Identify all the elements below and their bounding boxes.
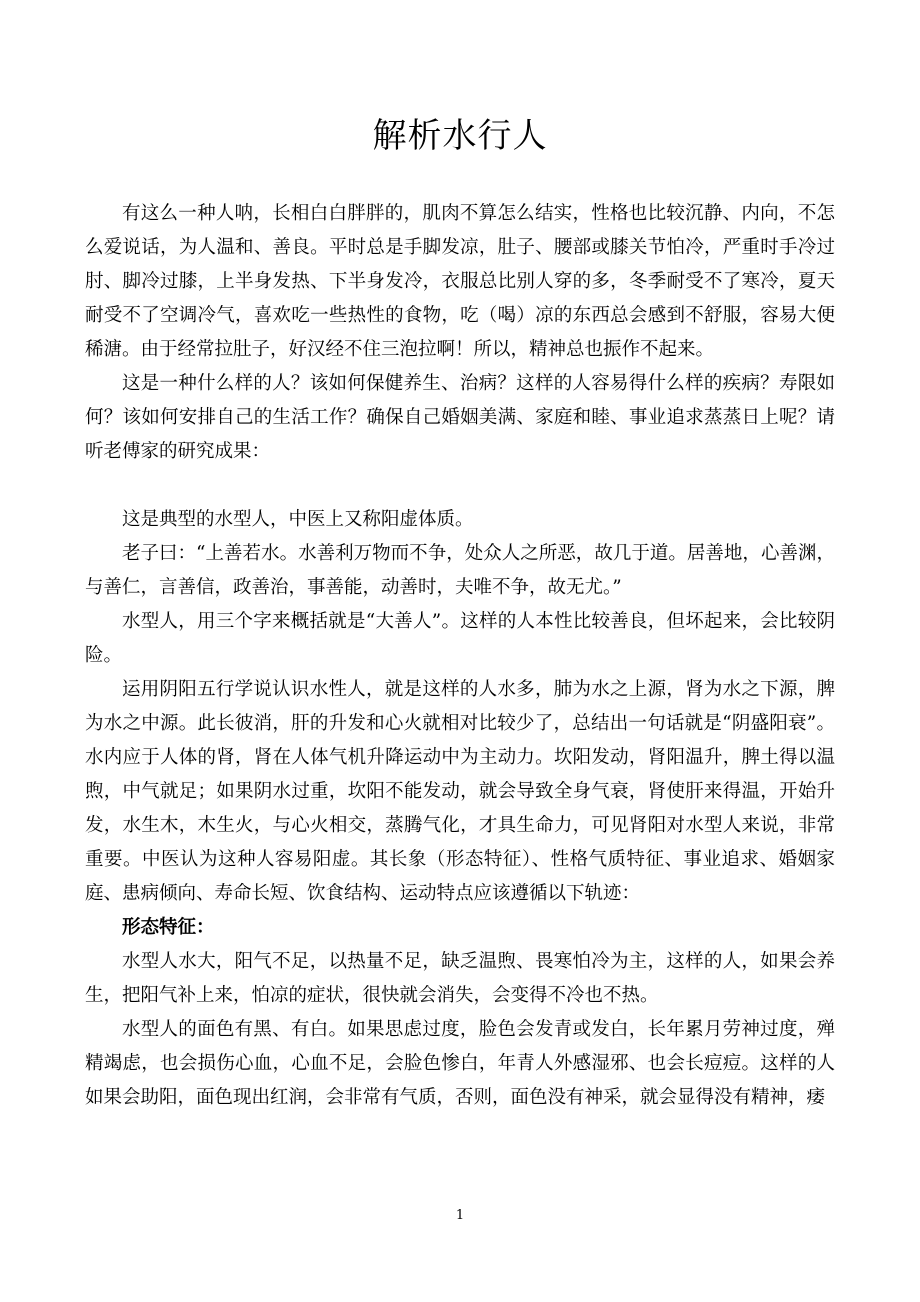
page-number: 1 [455,1208,465,1223]
document-title: 解析水行人 [372,116,548,156]
paragraph-body-features: 水型人水大，阳气不足，以热量不足，缺乏温煦、畏寒怕冷为主，这样的人，如果会养生，把阳气补上来，怕凉的症状，很快就会消失，会变得不冷也不热。 [85,951,835,1006]
paragraph-laozi-quote: 老子曰：“上善若水。水善利万物而不争，处众人之所恶，故几于道。居善地，心善渊，与善仁，言善信，政善治，事善能，动善时，夫唯不争，故无尤。” [85,543,835,598]
paragraph-summary: 水型人，用三个字来概括就是“大善人”。这样的人本性比较善良，但坏起来，会比较阴险。 [85,611,835,666]
paragraph-questions: 这是一种什么样的人？该如何保健养生、治病？这样的人容易得什么样的疾病？寿限如何？该如何安排自己的生活工作？确保自己婚姻美满、家庭和睦、事业追求蒸蒸日上呢？请听老傅家的研究成果： [85,373,835,462]
paragraph-yin-yang-theory: 运用阴阳五行学说认识水性人，就是这样的人水多，肺为水之上源，肾为水之下源，脾为水之中源。此长彼消，肝的升发和心火就相对比较少了，总结出一句话就是“阴盛阳衰”。水内应于人体的肾，肾在人体气机升降运动中为主动力。坎阳发动，肾阳温升，脾土得以温煦，中气就足；如果阴水过重，坎阳不能发动，就会导致全身气衰，肾使肝来得温，开始升发，水生木，木生火，与心火相交，蒸腾气化，才具生命力，可见肾阳对水型人来说，非常重要。中医认为这种人容易阳虚。其长象（形态特征）、性格气质特征、事业追求、婚姻家庭、患病倾向、寿命长短、饮食结构、运动特点应该遵循以下轨迹： [85,679,835,904]
section-heading: 形态特征： [122,917,215,938]
document-body [85,197,835,1115]
paragraph-definition: 这是典型的水型人，中医上又称阳虚体质。 [122,509,474,530]
paragraph-complexion: 水型人的面色有黑、有白。如果思虑过度，脸色会发青或发白，长年累月劳神过度，殚精竭虑，也会损伤心血，心血不足，会脸色惨白，年青人外感湿邪、也会长痘痘。这样的人如果会助阳，面色现出红润，会非常有气质，否则，面色没有神采，就会显得没有精神，痿 [85,1019,835,1108]
paragraph-intro: 有这么一种人呐，长相白白胖胖的，肌肉不算怎么结实，性格也比较沉静、内向，不怎么爱说话，为人温和、善良。平时总是手脚发凉，肚子、腰部或膝关节怕冷，严重时手冷过肘、脚冷过膝，上半身发热、下半身发冷，衣服总比别人穿的多，冬季耐受不了寒冷，夏天耐受不了空调冷气，喜欢吃一些热性的食物，吃（喝）凉的东西总会感到不舒服，容易大便稀溏。由于经常拉肚子，好汉经不住三泡拉啊！所以，精神总也振作不起来。 [85,203,835,360]
